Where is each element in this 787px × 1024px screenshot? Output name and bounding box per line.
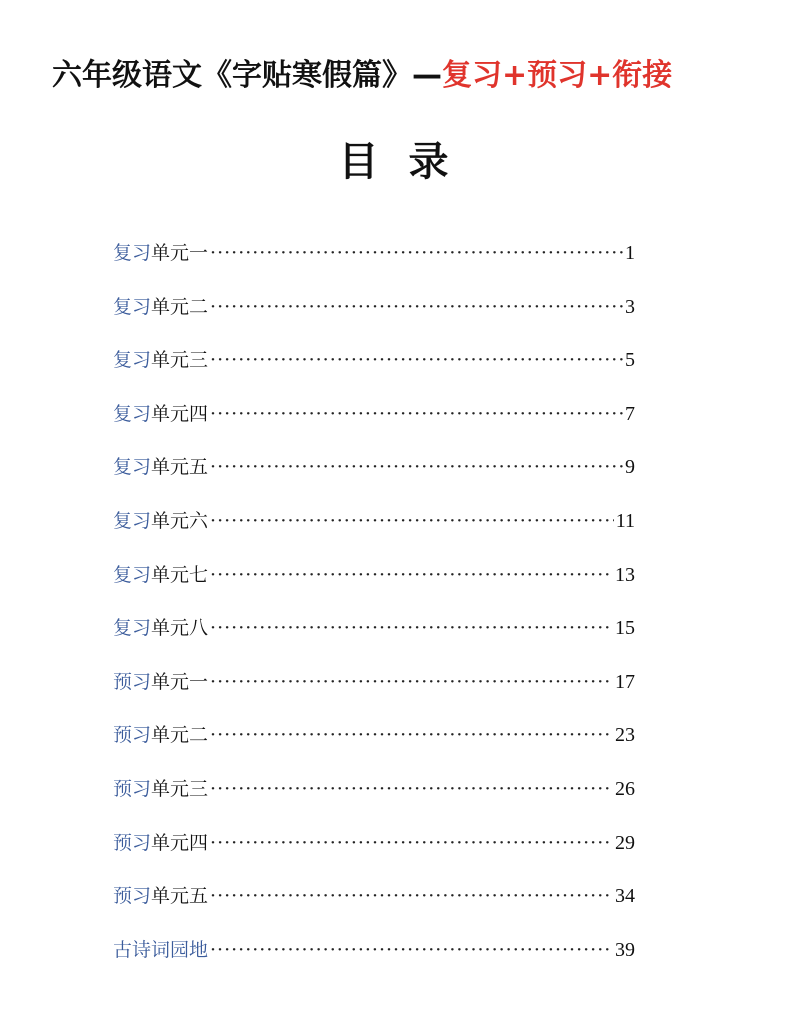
toc-entry[interactable]	[113, 774, 635, 828]
toc-entry-label: 单元四	[151, 402, 209, 425]
toc-entry-prefix: 复习	[113, 242, 152, 264]
dot-leader	[210, 617, 613, 639]
toc-entry-label: 单元五	[151, 885, 209, 908]
toc-entry[interactable]	[113, 452, 635, 506]
toc-entry[interactable]	[113, 238, 635, 292]
toc-entry-page: 39	[615, 938, 635, 961]
toc-entry-label: 单元六	[151, 509, 209, 532]
toc-entry-label: 单元一	[151, 670, 209, 693]
toc-entry-label: 单元八	[151, 617, 209, 640]
toc-entry-prefix: 复习	[113, 563, 152, 586]
dot-leader	[210, 832, 613, 854]
toc-entry-page: 26	[615, 777, 635, 800]
toc-entry-prefix: 预习	[113, 885, 152, 908]
toc-entry-label: 单元二	[151, 724, 209, 747]
toc-entry[interactable]	[113, 828, 635, 882]
toc-entry-page: 13	[615, 563, 635, 586]
toc-entry-prefix: 预习	[113, 777, 152, 800]
toc-entry-prefix: 复习	[113, 456, 152, 479]
toc-entry[interactable]	[113, 506, 635, 560]
title-black-part: 六年级语文《字贴寒假篇》—	[52, 58, 442, 93]
toc-entry-prefix: 复习	[113, 509, 152, 532]
document-title	[52, 50, 672, 94]
toc-entry-prefix: 复习	[113, 402, 152, 425]
toc-entry-prefix: 预习	[113, 831, 152, 854]
toc-entry-label: 单元五	[151, 456, 209, 479]
toc-entry[interactable]	[113, 613, 635, 667]
dot-leader	[210, 885, 613, 907]
toc-entry-page: 3	[625, 295, 635, 318]
toc-entry-label: 单元七	[151, 563, 209, 586]
dot-leader	[210, 296, 623, 318]
toc-entry-page: 34	[615, 885, 635, 908]
toc-entry-page: 1	[625, 242, 635, 264]
table-of-contents	[113, 238, 635, 988]
toc-entry[interactable]	[113, 720, 635, 774]
dot-leader	[210, 671, 613, 693]
dot-leader	[210, 564, 613, 586]
toc-entry-page: 9	[625, 456, 635, 479]
toc-entry[interactable]	[113, 345, 635, 399]
toc-entry[interactable]	[113, 667, 635, 721]
toc-entry-prefix: 预习	[113, 724, 152, 747]
toc-entry-prefix: 古诗词园地	[113, 938, 209, 961]
toc-entry-label: 单元三	[151, 777, 209, 800]
toc-entry-label: 单元三	[151, 349, 209, 372]
toc-entry[interactable]	[113, 935, 635, 989]
toc-entry-page: 5	[625, 349, 635, 372]
toc-entry-label: 单元二	[151, 295, 209, 318]
title-red-part: 复习+预习+衔接	[442, 58, 673, 93]
toc-entry-prefix: 复习	[113, 349, 152, 372]
toc-heading: 目录	[338, 138, 479, 185]
dot-leader	[210, 939, 613, 961]
dot-leader	[210, 349, 623, 371]
dot-leader	[210, 403, 623, 425]
toc-entry[interactable]	[113, 399, 635, 453]
dot-leader	[210, 510, 614, 532]
toc-entry-page: 11	[615, 509, 635, 532]
toc-entry-page: 23	[615, 724, 635, 747]
toc-entry[interactable]	[113, 560, 635, 614]
dot-leader	[210, 242, 623, 264]
toc-entry-label: 单元四	[151, 831, 209, 854]
dot-leader	[210, 724, 613, 746]
toc-entry-prefix: 复习	[113, 295, 152, 318]
toc-entry-page: 15	[615, 617, 635, 640]
toc-entry-label: 单元一	[151, 242, 209, 264]
dot-leader	[210, 778, 613, 800]
toc-entry-page: 29	[615, 831, 635, 854]
toc-entry-page: 7	[625, 402, 635, 425]
toc-entry-prefix: 预习	[113, 670, 152, 693]
toc-entry-prefix: 复习	[113, 617, 152, 640]
dot-leader	[210, 456, 623, 478]
toc-entry[interactable]	[113, 881, 635, 935]
toc-entry-page: 17	[615, 670, 635, 693]
toc-entry[interactable]	[113, 292, 635, 346]
